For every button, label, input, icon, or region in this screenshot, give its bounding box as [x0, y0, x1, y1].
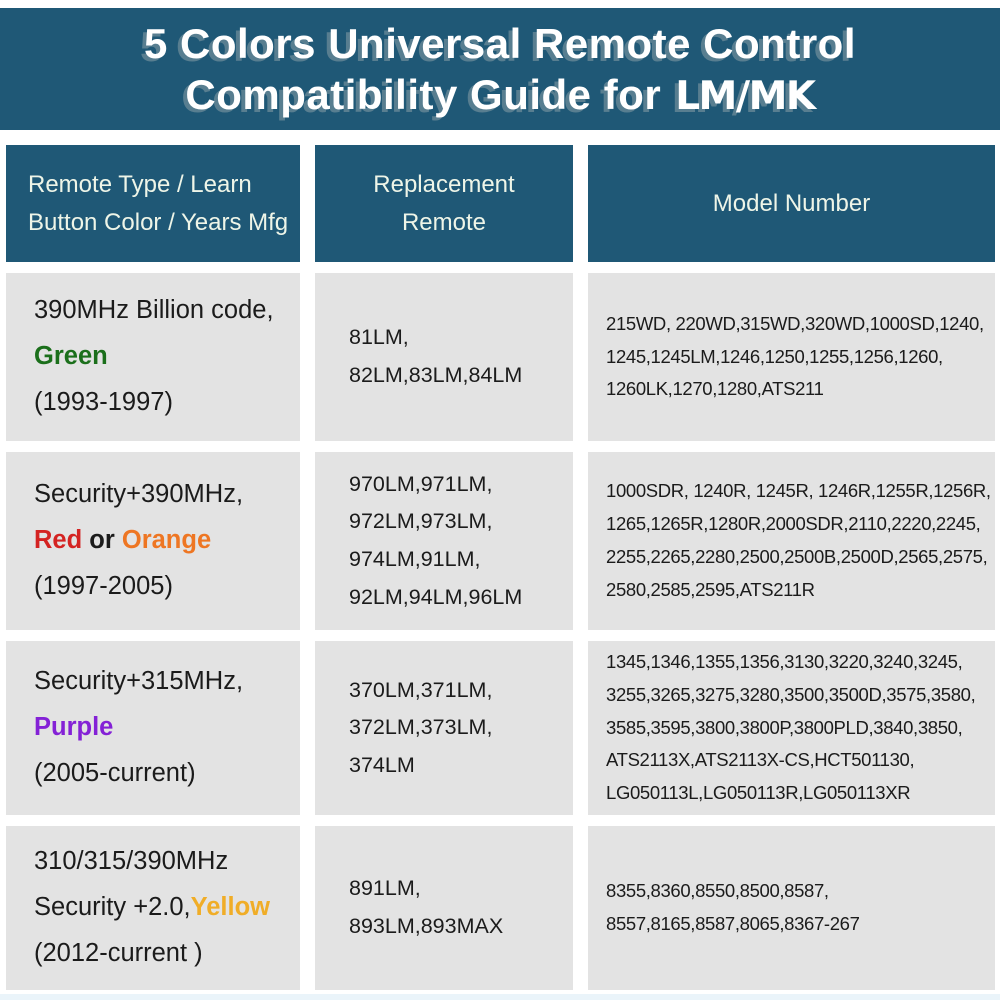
page-title-line2 [185, 69, 814, 121]
model-number-cell [588, 826, 995, 990]
model-line: 3585,3595,3800,3800P,3800PLD,3840,3850, [606, 716, 963, 738]
type-line: Security+390MHz, [34, 480, 244, 509]
header-line: Remote [401, 208, 487, 236]
header-cell-replacement-remote [315, 145, 573, 262]
replacement-remote-cell [315, 452, 573, 630]
header-cell-remote-type [6, 145, 300, 262]
model-line: ATS2113X,ATS2113X-CS,HCT501130, [606, 749, 915, 771]
replacement-line: 372LM,373LM, [349, 715, 493, 740]
model-line: 215WD, 220WD,315WD,320WD,1000SD,1240, [606, 312, 984, 334]
type-line [34, 334, 300, 380]
model-number-cell [588, 641, 995, 815]
replacement-line: 893LM,893MAX [349, 914, 504, 938]
model-line: 2580,2585,2595,ATS211R [606, 578, 815, 600]
model-number-cell [588, 273, 995, 441]
replacement-line: 374LM [349, 752, 415, 777]
type-line: (1997-2005) [34, 571, 173, 600]
yellow-color-label: Yellow [190, 893, 270, 922]
replacement-remote-cell [315, 826, 573, 990]
header-cell-model-number [588, 145, 995, 262]
model-line: 2255,2265,2280,2500,2500B,2500D,2565,2575, [606, 546, 988, 567]
model-line: 1260LK,1270,1280,ATS211 [606, 378, 824, 400]
model-line: LG050113L,LG050113R,LG050113XR [606, 782, 911, 804]
type-line: 390MHz Billion code, [34, 296, 274, 325]
replacement-line: 972LM,973LM, [349, 509, 493, 534]
page-title-line1: 5 Colors Universal Remote Control [144, 19, 856, 67]
purple-color-label: Purple [34, 713, 114, 742]
title-line2-prefix: Compatibility Guide for [185, 70, 662, 118]
replacement-line: 970LM,971LM, [349, 471, 493, 496]
header-line: Remote Type / Learn [28, 171, 252, 199]
title-banner [0, 8, 1000, 130]
model-line: 1265,1265R,1280R,2000SDR,2110,2220,2245, [606, 513, 981, 535]
remote-type-cell [6, 826, 300, 990]
orange-color-label: Orange [121, 526, 212, 555]
replacement-line: 891LM, [349, 876, 421, 901]
type-line [34, 518, 300, 564]
model-number-cell [588, 452, 995, 630]
replacement-line: 81LM, [349, 325, 409, 350]
red-color-label: Red [34, 526, 83, 555]
replacement-line: 370LM,371LM, [349, 677, 493, 702]
remote-type-cell [6, 641, 300, 815]
model-series-text: LM/MK [675, 73, 815, 119]
type-line: (2012-current ) [34, 938, 203, 967]
type-line [34, 705, 300, 751]
type-line: Security+315MHz, [34, 667, 244, 696]
model-line: 1000SDR, 1240R, 1245R, 1246R,1255R,1256R, [606, 480, 991, 502]
replacement-line: 92LM,94LM,96LM [349, 584, 523, 609]
remote-type-cell [6, 452, 300, 630]
type-line: (2005-current) [34, 758, 196, 787]
replacement-line: 82LM,83LM,84LM [349, 363, 523, 387]
type-line: 310/315/390MHz [34, 847, 229, 876]
remote-type-cell [6, 273, 300, 441]
replacement-remote-cell [315, 641, 573, 815]
model-line: 8557,8165,8587,8065,8367-267 [606, 913, 860, 934]
green-color-label: Green [34, 342, 108, 371]
header-line: Button Color / Years Mfg [28, 208, 289, 236]
model-line: 1345,1346,1355,1356,3130,3220,3240,3245, [606, 650, 963, 672]
model-line: 1245,1245LM,1246,1250,1255,1256,1260, [606, 345, 943, 367]
model-line: 3255,3265,3275,3280,3500,3500D,3575,3580, [606, 683, 976, 705]
header-line: Replacement [373, 171, 515, 199]
replacement-remote-cell [315, 273, 573, 441]
type-line: (1993-1997) [34, 387, 173, 416]
bottom-edge-strip [0, 994, 1000, 1000]
header-line: Model Number [712, 189, 871, 217]
security-text: Security +2.0, [34, 893, 191, 922]
type-line [34, 885, 300, 931]
model-line: 8355,8360,8550,8500,8587, [606, 880, 829, 902]
or-text: or [82, 526, 122, 555]
compatibility-table [6, 145, 995, 990]
replacement-line: 974LM,91LM, [349, 547, 481, 571]
